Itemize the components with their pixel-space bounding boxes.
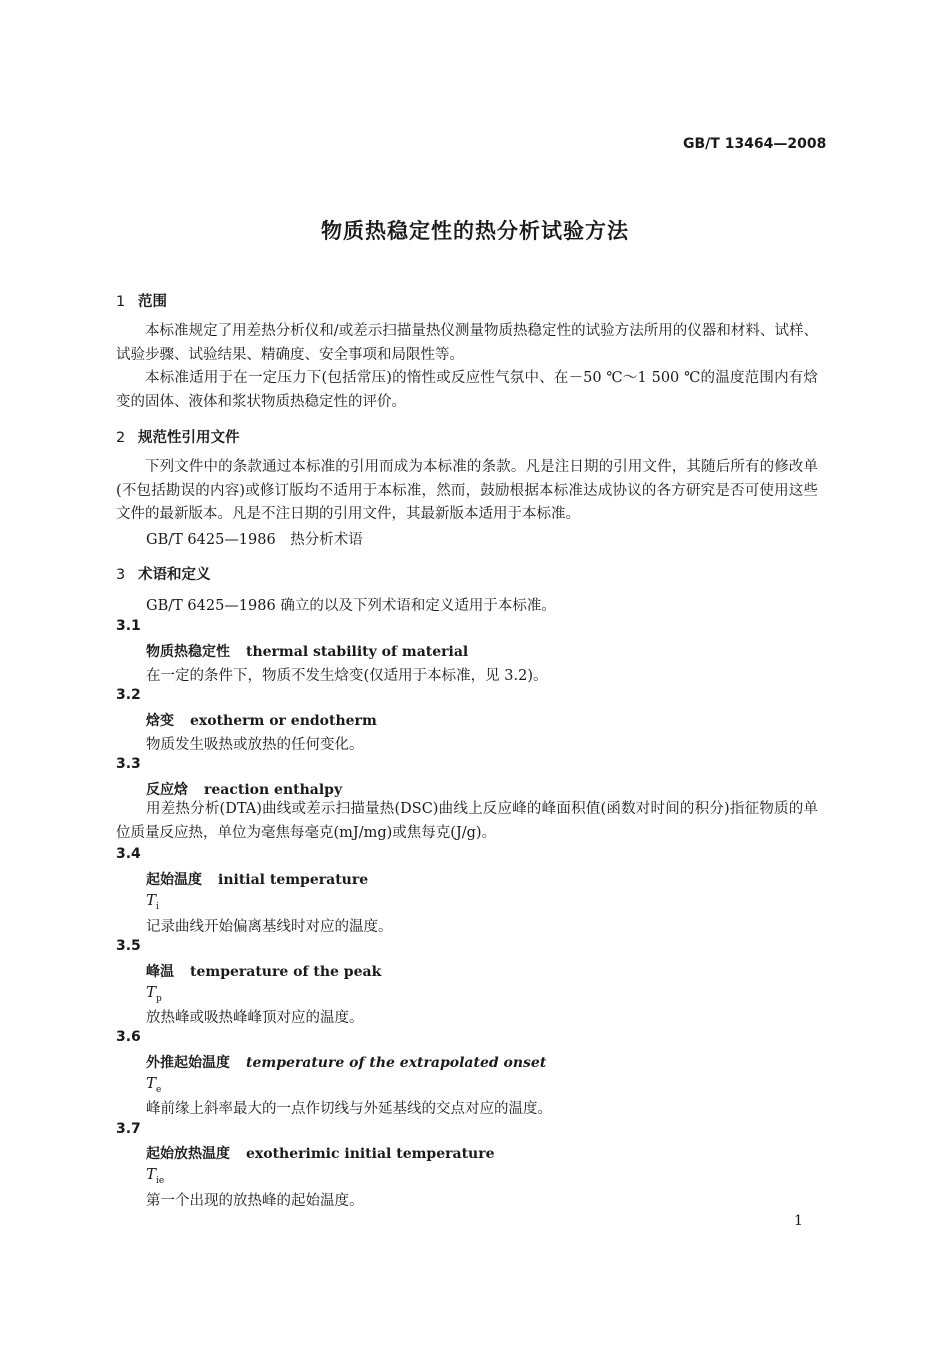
term-definition: 物质发生吸热或放热的任何变化。 [146,737,364,753]
symbol-main: T [146,983,157,1001]
paragraph-scope-1: 本标准规定了用差热分析仪和/或差示扫描量热仪测量物质热稳定性的试验方法所用的仪器和材料、试样、试验步骤、试验结果、精确度、安全事项和局限性等。 [116,323,818,363]
section-number: 1 [116,294,126,310]
clause-number: 3.4 [116,846,141,862]
term-symbol [146,1165,164,1186]
section-title: 范围 [138,294,167,310]
term-definition: 用差热分析(DTA)曲线或差示扫描量热(DSC)曲线上反应峰的峰面积值(函数对时间的积分)指征物质的单位质量反应热，单位为毫焦每毫克(mJ/mg)或焦每克(J/g)。 [116,801,818,841]
term-zh: 物质热稳定性 [146,644,230,660]
clause-number: 3.1 [116,618,141,634]
symbol-main: T [146,891,157,909]
term-zh: 反应焓 [146,782,188,798]
term-definition: 记录曲线开始偏离基线时对应的温度。 [146,919,393,935]
term-symbol [146,891,159,912]
section-number: 2 [116,430,126,446]
section-heading-3 [116,563,211,584]
section-title: 规范性引用文件 [138,430,240,446]
term-en: reaction enthalpy [204,782,343,798]
term-symbol [146,983,162,1004]
term-entry [146,1052,546,1072]
term-en: exotherm or endotherm [190,713,377,729]
term-entry [146,641,468,661]
section-title: 术语和定义 [138,567,211,583]
term-entry [146,869,368,889]
term-symbol [146,1074,161,1095]
clause-number: 3.5 [116,938,141,954]
page-number: 1 [794,1213,803,1229]
term-en: temperature of the peak [190,964,382,980]
clause-number: 3.6 [116,1029,141,1045]
term-zh: 峰温 [146,964,174,980]
symbol-subscript: i [156,902,159,912]
clause-number: 3.3 [116,756,141,772]
term-en: exotherimic initial temperature [246,1146,495,1162]
symbol-main: T [146,1074,157,1092]
document-title: 物质热稳定性的热分析试验方法 [321,219,629,243]
term-zh: 焓变 [146,713,174,729]
symbol-subscript: e [156,1085,162,1095]
symbol-main: T [146,1165,157,1183]
clause-number: 3.2 [116,687,141,703]
term-en: thermal stability of material [246,644,469,660]
term-en: initial temperature [218,872,369,888]
symbol-subscript: p [156,994,162,1004]
term-entry [146,779,342,799]
paragraph-references: 下列文件中的条款通过本标准的引用而成为本标准的条款。凡是注日期的引用文件，其随后所有的修改单(不包括勘误的内容)或修订版均不适用于本标准，然而，鼓励根据本标准达成协议的各方研究是否可使用这些文件的最新版本。凡是不注日期的引用文件，其最新版本适用于本标准。 [116,459,818,522]
term-entry [146,1143,495,1163]
term-zh: 外推起始温度 [146,1055,230,1071]
term-en: temperature of the extrapolated onset [246,1055,547,1071]
term-zh: 起始放热温度 [146,1146,230,1162]
term-definition: 放热峰或吸热峰峰顶对应的温度。 [146,1010,364,1026]
term-definition: 峰前缘上斜率最大的一点作切线与外延基线的交点对应的温度。 [146,1101,552,1117]
clause-number: 3.7 [116,1121,141,1137]
term-entry [146,961,381,981]
term-definition: 在一定的条件下，物质不发生焓变(仅适用于本标准，见 3.2)。 [146,668,548,684]
symbol-subscript: ie [156,1176,165,1186]
normative-reference: GB/T 6425—1986 热分析术语 [146,532,363,548]
term-zh: 起始温度 [146,872,202,888]
section-heading-2 [116,426,240,447]
term-definition: 第一个出现的放热峰的起始温度。 [146,1193,364,1209]
section-heading-1 [116,290,167,311]
paragraph-scope-2: 本标准适用于在一定压力下(包括常压)的惰性或反应性气氛中、在－50 ℃～1 500 ℃的温度范围内有焓变的固体、液体和浆状物质热稳定性的评价。 [116,370,818,410]
term-entry [146,710,377,730]
standard-number: GB/T 13464—2008 [683,136,827,152]
terms-intro: GB/T 6425—1986 确立的以及下列术语和定义适用于本标准。 [146,598,556,614]
section-number: 3 [116,567,126,583]
